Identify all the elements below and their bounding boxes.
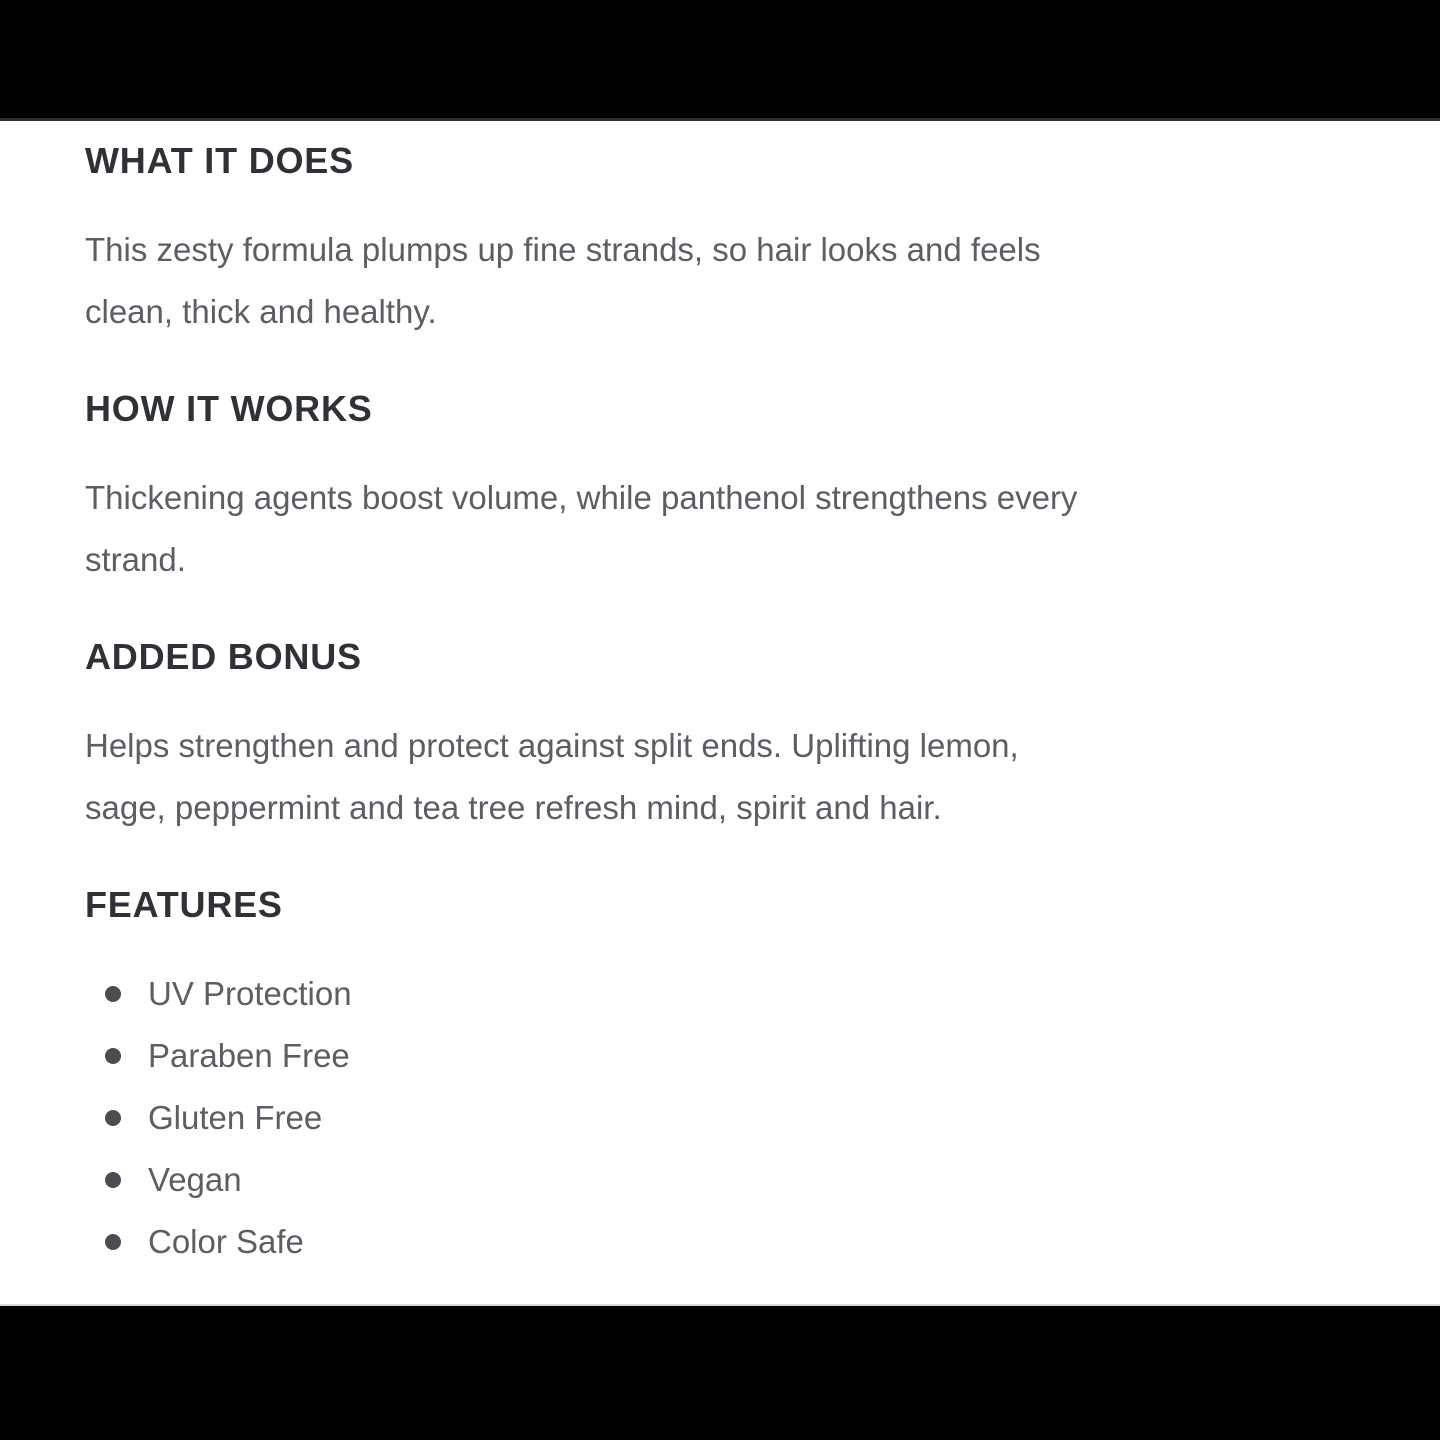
section-heading-what-it-does: WHAT IT DOES [85, 140, 354, 181]
body-line: Helps strengthen and protect against split ends. Uplifting lemon, [85, 727, 1019, 764]
section-body-what-it-does [85, 219, 1335, 343]
section-heading-features: FEATURES [85, 884, 283, 925]
section-added-bonus [85, 635, 1335, 839]
body-line: sage, peppermint and tea tree refresh mind, spirit and hair. [85, 789, 942, 826]
body-line: Thickening agents boost volume, while panthenol strengthens every [85, 479, 1078, 516]
bullet-icon [105, 1234, 121, 1250]
bullet-icon [105, 1110, 121, 1126]
product-description-panel [0, 121, 1440, 1304]
feature-label: Vegan [148, 1161, 242, 1198]
section-body-added-bonus [85, 715, 1335, 839]
section-heading-how-it-works: HOW IT WORKS [85, 388, 373, 429]
feature-item-uv-protection [105, 963, 1335, 1025]
feature-item-paraben-free [105, 1025, 1335, 1087]
body-line: This zesty formula plumps up fine strands, so hair looks and feels [85, 231, 1041, 268]
bullet-icon [105, 986, 121, 1002]
section-what-it-does [85, 139, 1335, 343]
letterbox-bottom-bar [0, 1304, 1440, 1440]
section-how-it-works [85, 387, 1335, 591]
bullet-icon [105, 1048, 121, 1064]
feature-label: Gluten Free [148, 1099, 323, 1136]
feature-item-color-safe [105, 1211, 1335, 1273]
feature-label: Paraben Free [148, 1037, 350, 1074]
body-line: strand. [85, 541, 186, 578]
body-line: clean, thick and healthy. [85, 293, 437, 330]
feature-label: Color Safe [148, 1223, 304, 1260]
section-heading-added-bonus: ADDED BONUS [85, 636, 362, 677]
feature-list [85, 963, 1335, 1273]
feature-item-gluten-free [105, 1087, 1335, 1149]
section-features [85, 883, 1335, 1273]
feature-label: UV Protection [148, 975, 352, 1012]
feature-item-vegan [105, 1149, 1335, 1211]
letterbox-top-bar [0, 0, 1440, 121]
bullet-icon [105, 1172, 121, 1188]
section-body-how-it-works [85, 467, 1335, 591]
